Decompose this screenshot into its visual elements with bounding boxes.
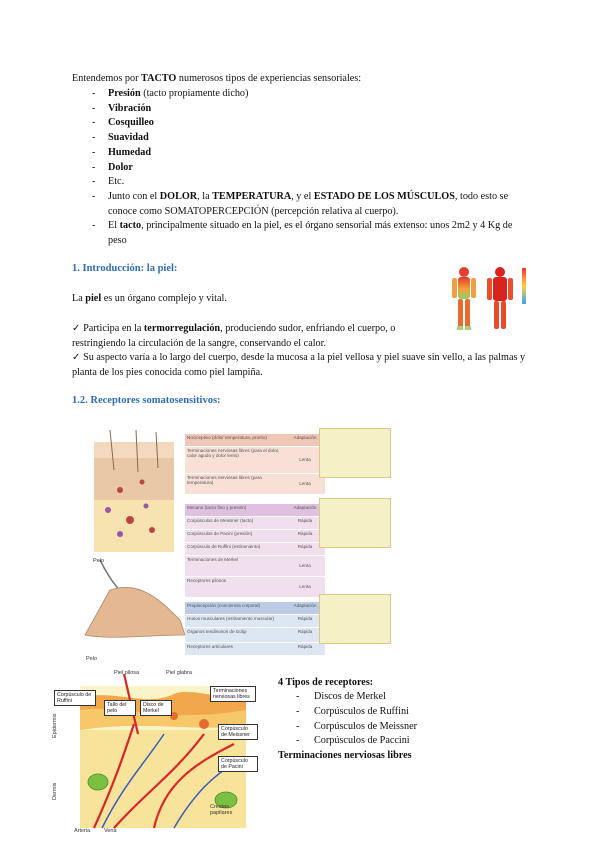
table-row: [185, 577, 325, 598]
table-propiocepcion: [185, 602, 325, 656]
text: , todo esto se conoce como SOMATOPERCEPCIÓN (percepción relativa al cuerpo).: [108, 190, 509, 217]
list-item-bold: Dolor: [108, 161, 133, 173]
table-cell: Rápida: [297, 644, 313, 649]
label-dermis: Dermis: [52, 782, 58, 800]
table-row: [185, 504, 325, 517]
table-cell: Terminaciones nerviosas libres (para el dolor, calor agudo y dolor lento): [187, 448, 280, 458]
label-terminaciones: Terminaciones nerviosas libres: [210, 686, 256, 702]
table-cell: Corpúsculos de Pacini (presión): [187, 531, 253, 536]
table-row: [185, 517, 325, 530]
list-item: - Corpúsculos de Paccini: [296, 734, 458, 749]
text: es un órgano complejo y vital.: [101, 293, 227, 304]
temperature-scale: [522, 268, 526, 304]
sensory-list: [92, 87, 532, 249]
table-cell: Adaptación: [293, 603, 317, 608]
list-item-bold: Cosquilleo: [108, 117, 154, 129]
list-item-somatopercepcion: [92, 190, 532, 219]
table-cell: Lenta: [299, 457, 311, 462]
text: , produciendo sudor, enfriando el cuerpo, o: [220, 323, 396, 334]
table-row: [185, 543, 325, 556]
list-item: - Discos de Merkel: [296, 690, 458, 705]
text: , la: [197, 190, 213, 202]
table-cell: Corpúsculos de Meissner (tacto): [187, 518, 254, 523]
pelo-label: Pelo: [93, 558, 105, 564]
label-arteria: Arteria: [74, 828, 91, 834]
table-mecano: [185, 504, 325, 598]
text: ✓ Participa en la: [72, 323, 144, 334]
label-tallo: Tallo del pelo: [104, 700, 136, 716]
check-termorregulacion: [72, 321, 542, 351]
text: , y el: [291, 190, 314, 202]
list-item-rest: (tacto propiamente dicho): [140, 88, 249, 99]
list-item: [92, 102, 532, 117]
table-cell: Corpúsculo de Ruffini (estiramiento): [187, 544, 261, 549]
bold-tacto: tacto: [119, 220, 142, 232]
list-item: [92, 87, 532, 102]
table-row: [185, 643, 325, 656]
list-item: [92, 131, 532, 146]
receptores-list: [296, 690, 458, 749]
list-item-bold: Presión: [108, 88, 141, 99]
list-item: [92, 146, 532, 161]
table-cell: Rápida: [297, 616, 313, 621]
list-item: [92, 161, 532, 176]
label-pacini: Corpúsculo de Pacini: [218, 756, 258, 772]
table-cell: Rápida: [297, 518, 313, 523]
list-item-bold: Vibración: [108, 102, 152, 114]
skin-cross-section-image: [80, 430, 190, 655]
table-cell: Órganos tendinosos de Golgi: [187, 629, 247, 634]
text: , principalmente situado en la piel, es el órgano sensorial más extenso: unos 2m2 y 4 Kg de peso: [108, 220, 513, 247]
bold-piel: piel: [85, 293, 102, 304]
table-cell: Receptores pilosos: [187, 578, 227, 583]
table-cell: Lenta: [299, 563, 311, 568]
table-cell: Rápida: [297, 544, 313, 549]
bold-dolor: DOLOR: [159, 190, 198, 202]
text: La: [72, 293, 86, 304]
text: restringiendo la circulación de la sangre, conservando el calor.: [72, 338, 327, 349]
table-cell: Receptores articulares: [187, 644, 233, 649]
intro-text: Entendemos por: [72, 73, 142, 84]
section-heading-receptores: 1.2. Receptores somatosensitivos:: [72, 395, 221, 406]
label-crestas: Crestas papilares: [210, 804, 233, 816]
bold-temperatura: TEMPERATURA: [212, 190, 292, 202]
table-cell: Terminaciones nerviosas libres (para temperatura): [187, 475, 262, 485]
table-cell: Lenta: [299, 481, 311, 486]
text: Junto con el: [108, 190, 160, 202]
label-vena: Vena: [104, 828, 117, 834]
table-row: [185, 447, 325, 474]
table-cell: Rápida: [297, 531, 313, 536]
note-nociceptivo: [319, 428, 391, 478]
check-aspecto: ✓ Su aspecto varía a lo largo del cuerpo, desde la mucosa a la piel vellosa y piel suave sin vello, a las palmas y planta de los pies conocida como piel lampiña.: [72, 352, 526, 378]
list-item: - Corpúsculos de Meissner: [296, 720, 458, 735]
figure-skin-receptors: [52, 656, 264, 836]
label-ruffini: Corpúsculo de Ruffini: [54, 690, 96, 706]
table-row: [185, 615, 325, 628]
list-item: [92, 175, 532, 190]
label-piel-pilosa: Piel pilosa: [114, 670, 140, 676]
table-cell: Mecano (tacto fino y presión): [187, 505, 247, 510]
section-heading-introduccion: 1. Introducción: la piel:: [72, 263, 178, 274]
table-cell: Propiocepción (conciencia corporal): [187, 603, 261, 608]
label-meissner: Corpúsculo de Meissner: [218, 724, 258, 740]
table-cell: Adaptación: [293, 435, 317, 440]
table-row: [185, 530, 325, 543]
table-cell: Lenta: [299, 584, 311, 589]
receptores-footer: Terminaciones nerviosas libres: [278, 750, 412, 762]
table-row: [185, 556, 325, 577]
note-propiocepcion: [319, 594, 391, 644]
intro-text-after: numerosos tipos de experiencias sensoriales:: [176, 73, 362, 84]
bold-termorregulacion: termorregulación: [143, 323, 221, 334]
table-cell: Husos musculares (estiramiento muscular): [187, 616, 275, 621]
label-pelo: Pelo: [86, 656, 98, 662]
list-item: [92, 116, 532, 131]
list-item-rest: Etc.: [108, 176, 125, 188]
table-row: [185, 628, 325, 643]
list-item: - Corpúsculos de Ruffini: [296, 705, 458, 720]
table-cell: Rápida: [297, 629, 313, 634]
list-item-bold: Humedad: [108, 146, 152, 158]
intro-bold-tacto: TACTO: [141, 73, 177, 84]
note-mecano: [319, 498, 391, 548]
table-row: [185, 602, 325, 615]
table-row: [185, 474, 325, 495]
receptores-section: [278, 676, 458, 763]
table-cell: Terminaciones de Merkel: [187, 557, 239, 562]
label-epidermis: Epidermis: [52, 713, 58, 738]
table-cell: Nociceptivo (dolor temperatura, prurito): [187, 435, 267, 440]
piel-paragraph: [72, 292, 227, 306]
table-cell: Adaptación: [293, 505, 317, 510]
list-item-bold: Suavidad: [108, 132, 149, 144]
label-disco-merkel: Disco de Merkel: [140, 700, 172, 716]
label-piel-glabra: Piel glabra: [166, 670, 192, 676]
intro-paragraph: [72, 72, 361, 86]
table-nociceptivo: [185, 434, 325, 495]
figure-receptors-table: [80, 412, 400, 662]
receptores-title: 4 Tipos de receptores:: [278, 677, 374, 688]
thermal-figure-back: [487, 267, 513, 329]
table-row: [185, 434, 325, 447]
list-item-tacto: [92, 219, 532, 248]
text: El: [108, 220, 120, 232]
bold-estado-musculos: ESTADO DE LOS MÚSCULOS: [313, 190, 455, 202]
